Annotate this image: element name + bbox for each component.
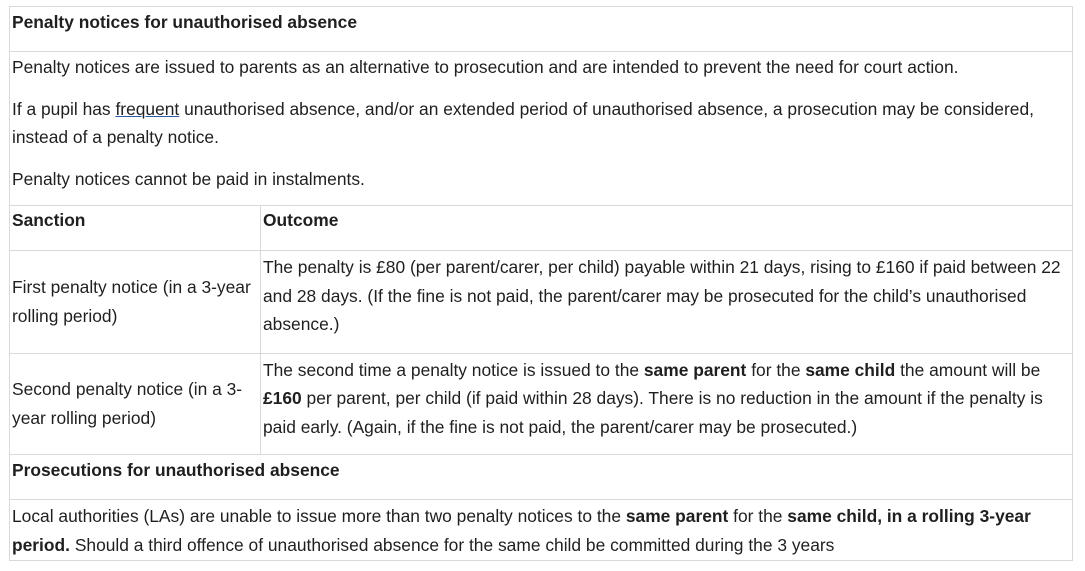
emphasis-same-child-rolling-period: same child, in a rolling 3-year period. <box>12 506 1031 555</box>
emphasis-same-child: same child <box>805 359 896 380</box>
intro-paragraph-1: Penalty notices are issued to parents as an alternative to prosecution and are intended to prevent the need for court action. <box>12 57 959 77</box>
outcome-cell: The penalty is £80 (per parent/carer, per child) payable within 21 days, rising to £160 if paid between 22 and 28 days. (If the fine is not paid, the parent/carer may be prosecuted for the child’s unauthorised absence.) <box>261 251 1073 354</box>
spelling-flag-frequent: frequent <box>115 98 180 119</box>
penalty-notices-intro-cell <box>10 52 1073 206</box>
sanction-column-header: Sanction <box>10 206 261 251</box>
outcome-column-header: Outcome <box>261 206 1073 251</box>
emphasis-amount: £160 <box>263 388 302 408</box>
table-row <box>10 353 1073 455</box>
emphasis-same-parent: same parent <box>643 359 747 380</box>
penalty-notices-heading: Penalty notices for unauthorised absence <box>12 12 358 32</box>
sanction-cell: First penalty notice (in a 3-year rolling period) <box>10 251 261 354</box>
prosecutions-paragraph-cell: Local authorities (LAs) are unable to issue more than two penalty notices to the same parent for the same child, in a rolling 3-year period. Should a third offence of unauthorised absence for the same child be committed during the 3 years <box>10 500 1073 561</box>
sanction-cell: Second penalty notice (in a 3-year rolling period) <box>10 353 261 455</box>
penalty-notices-heading-cell <box>10 7 1073 52</box>
outcome-cell: The second time a penalty notice is issued to the same parent for the same child the amount will be £160 per parent, per child (if paid within 28 days). There is no reduction in the amount if the penalty is paid early. (Again, if the fine is not paid, the parent/carer may be prosecuted.) <box>261 353 1073 455</box>
intro-paragraph-3: Penalty notices cannot be paid in instalments. <box>12 168 365 189</box>
prosecutions-heading: Prosecutions for unauthorised absence <box>12 460 340 480</box>
emphasis-same-parent: same parent <box>625 506 729 526</box>
prosecutions-heading-cell <box>10 455 1073 500</box>
table-row <box>10 251 1073 354</box>
intro-paragraph-2: If a pupil has frequent unauthorised absence, and/or an extended period of unauthorised absence, a prosecution may be considered, instead of a penalty notice. <box>12 98 1034 147</box>
attendance-policy-table <box>9 6 1073 561</box>
